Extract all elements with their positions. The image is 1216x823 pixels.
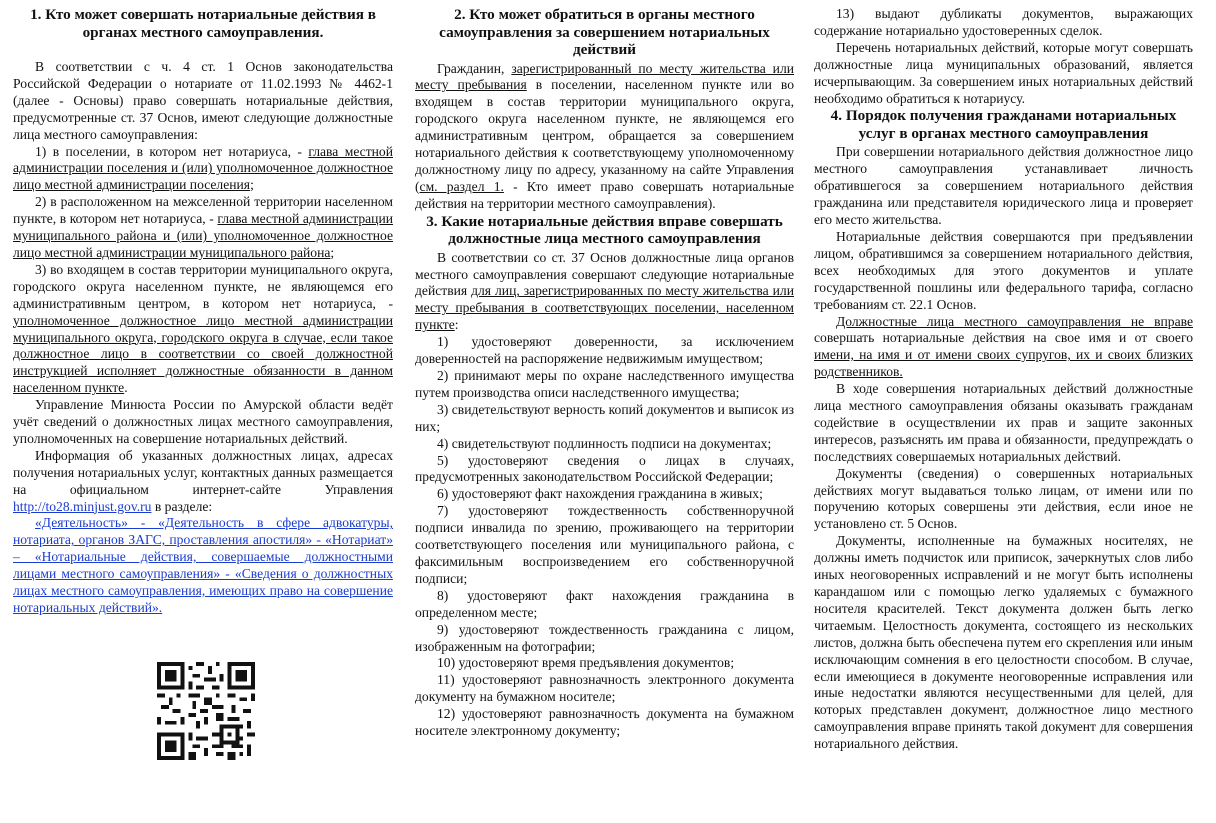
list-item: 11) удостоверяют равнозначность электронного документа документу на бумажном носителе; xyxy=(415,672,794,705)
exhaustive-list-paragraph: Перечень нотариальных действий, которые могут совершать должностные лица муниципальных образований, является исчерпывающим. За совершением иных нотариальных действий необходимо обратиться к нотариусу. xyxy=(814,39,1193,106)
duties-paragraph: В ходе совершения нотариальных действий должностные лица местного самоуправления обязаны оказывать гражданам содействие в осуществлении их прав и защите законных интересов, разъяснять им права и обязанности, предупреждать о последствиях совершаемых нотариальных действий. xyxy=(814,381,1193,464)
paper-documents-paragraph: Документы, исполненные на бумажных носителях, не должны иметь подчисток или приписок, зачеркнутых слов либо иных неоговоренных исправлений и не могут быть исполнены карандашом или с помощью легко удаляемых с бумажного носителя красителей. Текст документа должен быть легко читаемым. Целостность документа, состоящего из нескольких листов, должна быть обеспечена путем его скрепления или иным исключающим сомнения в его целостности способом. В случае, если имеющиеся в документе неоговоренные исправления или иные недостатки являются несущественными для целей, для которых представлен документ, должностное лицо местного самоуправления вправе принять такой документ для совершения нотариального действия. xyxy=(814,533,1193,752)
list-item: 13) выдают дубликаты документов, выражающих содержание нотариально удостоверенных сделок. xyxy=(814,6,1193,38)
section-1-heading: 1. Кто может совершать нотариальные действия в органах местного самоуправления. xyxy=(30,6,376,41)
list-item: 10) удостоверяют время предъявления документов; xyxy=(437,655,735,671)
list-item: 7) удостоверяют тождественность собственноручной подписи инвалида по зрению, проживающего на территории соответствующего поселения или муниципального района, с факсимильным воспроизведением его собственноручной подписи; xyxy=(415,503,794,586)
column-1 xyxy=(13,6,393,617)
column-3 xyxy=(814,6,1193,753)
registry-paragraph: Управление Минюста России по Амурской области ведёт учёт сведений о должностных лицах местного самоуправления, уполномоченных на совершение нотариальных действий. xyxy=(13,397,393,446)
section-1-paragraph: В соответствии с ч. 4 ст. 1 Основ законодательства Российской Федерации о нотариате от 11.02.1993 № 4462-1 (далее - Основы) право совершать нотариальные действия, предусмотренные ст. 37 Основ, имеют следующие должностные лица местного самоуправления: xyxy=(13,59,393,142)
list-item: 1) удостоверяют доверенности, за исключением доверенностей на распоряжение недвижимым имуществом; xyxy=(415,334,794,367)
list-item: 6) удостоверяют факт нахождения гражданина в живых; xyxy=(437,486,763,502)
list-item: 4) свидетельствуют подлинность подписи на документах; xyxy=(437,435,772,451)
list-item: 8) удостоверяют факт нахождения гражданина в определенном месте; xyxy=(415,587,794,620)
list-item: 5) удостоверяют сведения о лицах в случаях, предусмотренных законодательством Российской Федерации; xyxy=(415,452,794,485)
list-item: 2) принимают меры по охране наследственного имущества путем производства описи наследственного имущества; xyxy=(415,368,794,400)
section-3-intro: В соответствии со ст. 37 Основ должностные лица органов местного самоуправления совершают следующие нотариальные действия для лиц, зарегистрированных по месту жительства или месту пребывания в соответствующих поселении, населенном пункте: xyxy=(415,249,794,333)
section-2-heading: 2. Кто может обратиться в органы местного самоуправления за совершением нотариальных действий xyxy=(439,6,770,58)
list-item: 2) в расположенном на межселенной территории населенном пункте, в котором нет нотариуса, - глава местной администрации муниципального района и (или) уполномоченное должностное лицо местной администрации муниципального района; xyxy=(13,194,394,260)
list-item: 9) удостоверяют тождественность гражданина с лицом, изображенным на фотографии; xyxy=(415,621,794,654)
identity-paragraph: При совершении нотариального действия должностное лицо местного самоуправления устанавливает личность обратившегося за совершением нотариального действия гражданина или представителя юридического лица и проверяет его место жительства. xyxy=(814,144,1193,228)
list-item: 3) свидетельствуют верность копий документов и выписок из них; xyxy=(415,401,794,434)
list-item: 3) во входящем в состав территории муниципального округа, городского округа населенном пункте, не являющемся его административным центром, в котором нет нотариуса, - уполномоченное должностное лицо местной администрации муниципального округа, городского округа в случае, если такое должностное лицо в соответствии со своей должностной инструкцией исполняет должностные обязанности в данном населенном пункте. xyxy=(13,261,393,396)
section-path-link[interactable]: «Деятельность» - «Деятельность в сфере адвокатуры, нотариата, органов ЗАГС, проставления апостиля» - «Нотариат» – «Нотариальные действия, совершаемые должностными лицами местного самоуправления» - «Сведения о должностных лицах местного самоуправления, имеющих право на совершение нотариальных действий». xyxy=(13,515,393,615)
website-link[interactable]: http://to28.minjust.gov.ru xyxy=(13,498,152,514)
column-2 xyxy=(415,6,794,740)
records-paragraph: Документы (сведения) о совершенных нотариальных действиях могут выдаваться только лицам, от имени или по поручению которых совершены эти действия, если иное не установлено ст. 5 Основ. xyxy=(814,465,1193,532)
section-2-paragraph: Гражданин, зарегистрированный по месту жительства или месту пребывания в поселении, населенном пункте или во входящем в состав территории муниципального округа, городского округа населенном пункте, не являющемся его административным центром, обращается за совершением нотариального действия к соответствующему уполномоченному должностному лицу по адресу, указанному на сайте Управления (см. раздел 1. - Кто имеет право совершать нотариальные действия на территории местного самоуправления). xyxy=(415,60,794,211)
section-3-heading: 3. Какие нотариальные действия вправе совершать должностные лица местного самоуправления xyxy=(426,212,783,248)
documents-paragraph: Нотариальные действия совершаются при предъявлении лицом, обратившимся за совершением нотариального действия, всех необходимых для этого документов и уплате государственной пошлины или федерального тарифа, согласно требованиям ст. 22.1 Основ. xyxy=(814,228,1193,312)
restriction-paragraph: Должностные лица местного самоуправления не вправе совершать нотариальные действия на свое имя и от своего имени, на имя и от имени своих супругов, их и своих близких родственников. xyxy=(814,313,1193,380)
section-4-heading: 4. Порядок получения гражданами нотариальных услуг в органах местного самоуправления xyxy=(830,107,1177,142)
list-item: 1) в поселении, в котором нет нотариуса, - глава местной администрации поселения и (или) уполномоченное должностное лицо местной администрации поселения; xyxy=(13,143,394,193)
qr-code-icon xyxy=(157,662,255,760)
info-paragraph: Информация об указанных должностных лицах, адресах получения нотариальных услуг, контактных данных размещается на официальном интернет-сайте Управления http://to28.minjust.gov.ru в разделе: xyxy=(13,447,393,514)
list-item: 12) удостоверяют равнозначность документа на бумажном носителе электронному документу; xyxy=(415,706,794,739)
